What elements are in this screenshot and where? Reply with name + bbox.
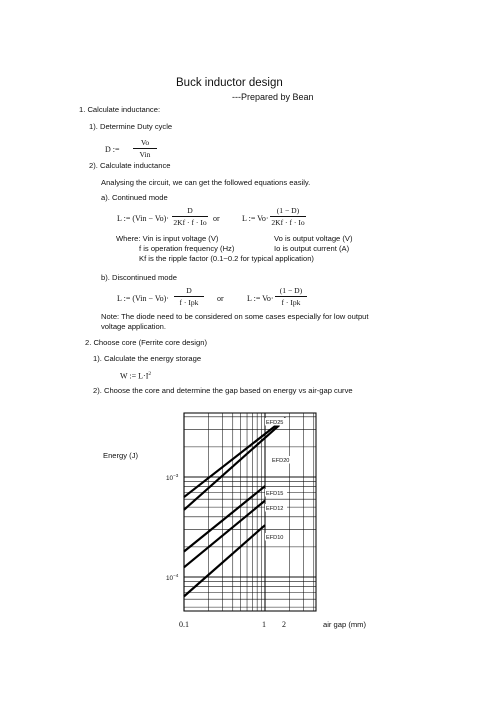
diode-note-line-2: voltage application. — [101, 322, 167, 331]
eqA2-lhs: L := Vo· — [242, 214, 269, 223]
series-label-efd20: EFD20 — [272, 458, 290, 464]
eqB1-lhs: L := (Vin − Vo)· — [117, 294, 169, 303]
step-choose-core: 2). Choose the core and determine the gap based on energy vs air-gap curve — [93, 386, 353, 395]
eqA2-denominator: 2Kf · f · Io — [271, 218, 305, 227]
eqA2-numerator: (1 − D) — [270, 206, 306, 217]
or-2: or — [217, 294, 224, 303]
or-1: or — [213, 214, 220, 223]
duty-numerator: Vo — [133, 138, 157, 149]
eqB2-lhs: L := Vo· — [247, 294, 274, 303]
eqB2-numerator: (1 − D) — [275, 286, 307, 297]
eqB1-denominator: f · Ipk — [179, 298, 199, 307]
energy-equation-text: W := L·I — [120, 371, 149, 381]
where-vin: Where: Vin is input voltage (V) — [116, 234, 219, 243]
series-label-efd25: EFD25 — [266, 420, 284, 426]
duty-denominator: Vin — [139, 150, 151, 159]
diode-note-line-1: Note: The diode need to be considered on some cases especially for low output — [101, 312, 369, 321]
y-tick-1e-4-base: 10 — [166, 575, 174, 583]
discontinued-mode-label: b). Discontinued mode — [101, 273, 177, 282]
series-line-efd25 — [184, 418, 286, 497]
where-f: f is operation frequency (Hz) — [139, 244, 235, 253]
eqB2-denominator: f · Ipk — [281, 298, 301, 307]
x-tick-2: 2 — [282, 620, 286, 629]
eqA1-numerator: D — [172, 206, 208, 217]
step-inductance: 2). Calculate inductance — [89, 161, 171, 170]
series-label-efd15: EFD15 — [266, 491, 284, 497]
continued-mode-label: a). Continued mode — [101, 193, 168, 202]
duty-lhs: D := — [105, 145, 120, 154]
y-tick-1e-3-base: 10 — [166, 475, 174, 483]
document-author: ---Prepared by Bean — [232, 92, 314, 102]
series-line-efd12 — [184, 501, 265, 568]
series-label-efd10: EFD10 — [266, 535, 284, 541]
series-line-efd10 — [184, 525, 265, 596]
chart-x-label: air gap (mm) — [323, 620, 367, 629]
document-title: Buck inductor design — [176, 77, 283, 89]
where-vo: Vo is output voltage (V) — [274, 234, 353, 243]
step-duty-cycle: 1). Determine Duty cycle — [89, 122, 173, 131]
section-1-heading: 1. Calculate inductance: — [79, 105, 161, 114]
y-tick-1e-4-exp: −4 — [173, 573, 179, 578]
energy-exponent: 2 — [148, 371, 152, 377]
x-tick-1: 1 — [262, 620, 266, 629]
eqA1-lhs: L := (Vin − Vo)· — [117, 214, 169, 223]
chart-series-labels — [265, 418, 293, 541]
eqB1-numerator: D — [174, 286, 204, 297]
y-tick-1e-3-exp: −3 — [173, 473, 179, 478]
analysis-intro: Analysing the circuit, we can get the followed equations easily. — [101, 178, 311, 187]
where-kf: Kf is the ripple factor (0.1~0.2 for typical application) — [139, 254, 314, 263]
eqA1-denominator: 2Kf · f · Io — [173, 218, 207, 227]
chart-y-label: Energy (J) — [103, 451, 139, 460]
where-io: Io is output current (A) — [274, 244, 350, 253]
section-2-heading: 2. Choose core (Ferrite core design) — [85, 338, 207, 347]
series-label-efd12: EFD12 — [266, 506, 284, 512]
x-tick-0.1: 0.1 — [179, 620, 189, 629]
step-energy-storage: 1). Calculate the energy storage — [93, 354, 202, 363]
series-line-efd15 — [184, 486, 265, 551]
